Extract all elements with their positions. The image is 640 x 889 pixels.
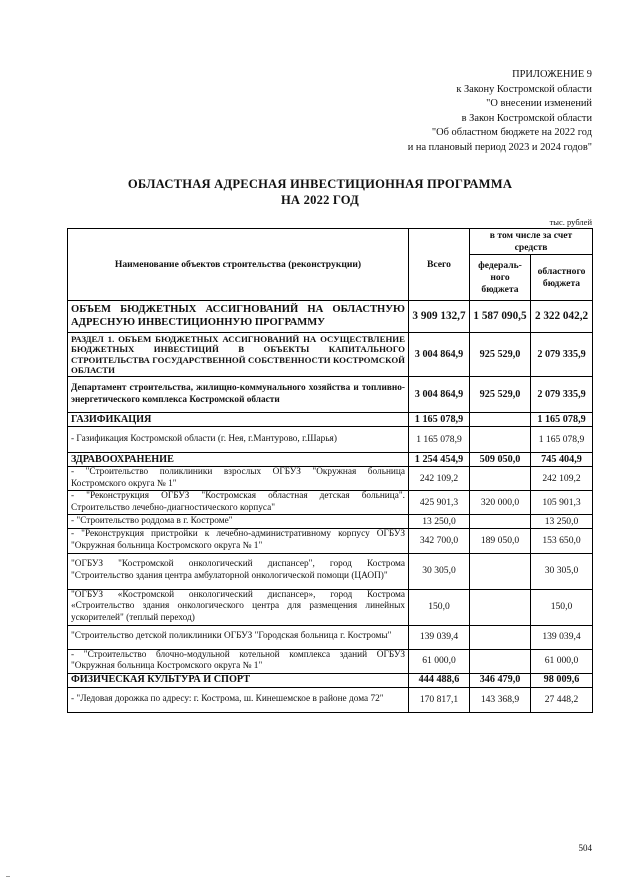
title-line-2: НА 2022 ГОД [280,192,360,207]
cell-regional: 2 079 335,9 [531,333,593,377]
table-row [68,333,593,377]
table-row [68,427,593,453]
cell-total: 1 254 454,9 [409,453,470,467]
cell-name: ЗДРАВООХРАНЕНИЕ [68,453,409,467]
cell-name: "ОГБУЗ «Костромской онкологический диспансер», город Кострома «Строительство здания онкологического центра для размещения линейных ускорителей" (теплый переход) [68,589,409,625]
page-number: 504 [578,843,592,853]
table-row [68,649,593,673]
cell-total: 61 000,0 [409,649,470,673]
cell-name: ФИЗИЧЕСКАЯ КУЛЬТУРА И СПОРТ [68,673,409,687]
appendix-line: "О внесении изменений [486,98,592,110]
cell-regional: 2 079 335,9 [531,377,593,413]
appendix-block [408,68,592,156]
cell-name: - "Строительство роддома в г. Костроме" [68,515,409,529]
cell-total: 170 817,1 [409,687,470,712]
table-body [68,301,593,713]
cell-name: ГАЗИФИКАЦИЯ [68,413,409,427]
header-regional: областного бюджета [531,255,593,301]
table-row [68,413,593,427]
document-title [0,177,640,208]
cell-name: РАЗДЕЛ 1. ОБЪЕМ БЮДЖЕТНЫХ АССИГНОВАНИЙ НА ОСУЩЕСТВЛЕНИЕ БЮДЖЕТНЫХ ИНВЕСТИЦИЙ В ОБЪЕКТЫ КАПИТАЛЬНОГО СТРОИТЕЛЬСТВА ГОСУДАРСТВЕННОЙ СОБСТВЕННОСТИ КОСТРОМСКОЙ ОБЛАСТИ [68,333,409,377]
table-row [68,377,593,413]
cell-regional: 105 901,3 [531,491,593,515]
cell-regional: 242 109,2 [531,467,593,491]
cell-regional: 13 250,0 [531,515,593,529]
cell-federal: 925 529,0 [470,333,531,377]
cell-federal: 925 529,0 [470,377,531,413]
cell-regional: 61 000,0 [531,649,593,673]
cell-federal: 1 587 090,5 [470,301,531,333]
table-row [68,687,593,712]
appendix-line: ПРИЛОЖЕНИЕ 9 [512,69,592,80]
appendix-line: к Закону Костромской области [456,83,592,95]
cell-total: 150,0 [409,589,470,625]
header-federal: федераль-ного бюджета [470,255,531,301]
cell-name: "ОГБУЗ "Костромской онкологический диспансер", город Кострома "Строительство здания центра амбулаторной онкологической помощи (ЦАОП)" [68,553,409,589]
cell-total: 3 004 864,9 [409,333,470,377]
cell-regional: 98 009,6 [531,673,593,687]
header-name: Наименование объектов строительства (реконструкции) [68,229,409,301]
cell-name: - "Реконструкция пристройки к лечебно-административному корпусу ОГБУЗ "Окружная больница Костромского округа № 1" [68,529,409,553]
header-including: в том числе за счет средств [470,229,593,255]
cell-federal: 509 050,0 [470,453,531,467]
cell-regional: 1 165 078,9 [531,413,593,427]
cell-federal: 346 479,0 [470,673,531,687]
cell-regional: 153 650,0 [531,529,593,553]
cell-total: 3 909 132,7 [409,301,470,333]
cell-name: - "Реконструкция ОГБУЗ "Костромская областная детская больница". Строительство лечебно-диагностического корпуса" [68,491,409,515]
header-total: Всего [409,229,470,301]
cell-name: - Газификация Костромской области (г. Нея, г.Мантурово, г.Шарья) [68,427,409,453]
cell-name: "Строительство детской поликлиники ОГБУЗ "Городская больница г. Костромы" [68,625,409,649]
appendix-line: в Закон Костромской области [461,112,592,124]
cell-total: 1 165 078,9 [409,427,470,453]
cell-federal [470,625,531,649]
cell-federal [470,467,531,491]
table-row [68,515,593,529]
table-row [68,301,593,333]
cell-federal [470,649,531,673]
cell-regional: 150,0 [531,589,593,625]
cell-name: - "Строительство поликлиники взрослых ОГБУЗ "Окружная больница Костромского округа № 1" [68,467,409,491]
cell-regional: 1 165 078,9 [531,427,593,453]
appendix-line: и на плановый период 2023 и 2024 годов" [407,141,592,153]
cell-federal: 320 000,0 [470,491,531,515]
title-line-1: ОБЛАСТНАЯ АДРЕСНАЯ ИНВЕСТИЦИОННАЯ ПРОГРАММА [127,177,513,191]
table-row [68,589,593,625]
cell-federal [470,427,531,453]
table-row [68,625,593,649]
cell-federal [470,515,531,529]
appendix-line: "Об областном бюджете на 2022 год [431,127,592,139]
table-row [68,491,593,515]
cell-regional: 2 322 042,2 [531,301,593,333]
cell-total: 30 305,0 [409,553,470,589]
cell-total: 3 004 864,9 [409,377,470,413]
table-row [68,467,593,491]
table-row [68,453,593,467]
cell-regional: 30 305,0 [531,553,593,589]
cell-federal [470,553,531,589]
cell-name: - "Строительство блочно-модульной котельной комплекса зданий ОГБУЗ "Окружная больница Костромского округа № 1" [68,649,409,673]
cell-regional: 745 404,9 [531,453,593,467]
table-row [68,553,593,589]
table-row [68,529,593,553]
cell-total: 242 109,2 [409,467,470,491]
scan-mark [6,876,10,877]
cell-federal [470,413,531,427]
cell-regional: 27 448,2 [531,687,593,712]
cell-total: 444 488,6 [409,673,470,687]
investment-table [67,228,593,713]
cell-total: 342 700,0 [409,529,470,553]
cell-regional: 139 039,4 [531,625,593,649]
cell-name: Департамент строительства, жилищно-коммунального хозяйства и топливно-энергетического комплекса Костромской области [68,377,409,413]
cell-federal [470,589,531,625]
cell-total: 13 250,0 [409,515,470,529]
cell-total: 139 039,4 [409,625,470,649]
unit-label: тыс. рублей [549,217,592,227]
cell-name: ОБЪЕМ БЮДЖЕТНЫХ АССИГНОВАНИЙ НА ОБЛАСТНУЮ АДРЕСНУЮ ИНВЕСТИЦИОННУЮ ПРОГРАММУ [68,301,409,333]
cell-federal: 143 368,9 [470,687,531,712]
cell-name: - "Ледовая дорожка по адресу: г. Кострома, ш. Кинешемское в районе дома 72" [68,687,409,712]
cell-total: 425 901,3 [409,491,470,515]
cell-total: 1 165 078,9 [409,413,470,427]
table-row [68,673,593,687]
cell-federal: 189 050,0 [470,529,531,553]
